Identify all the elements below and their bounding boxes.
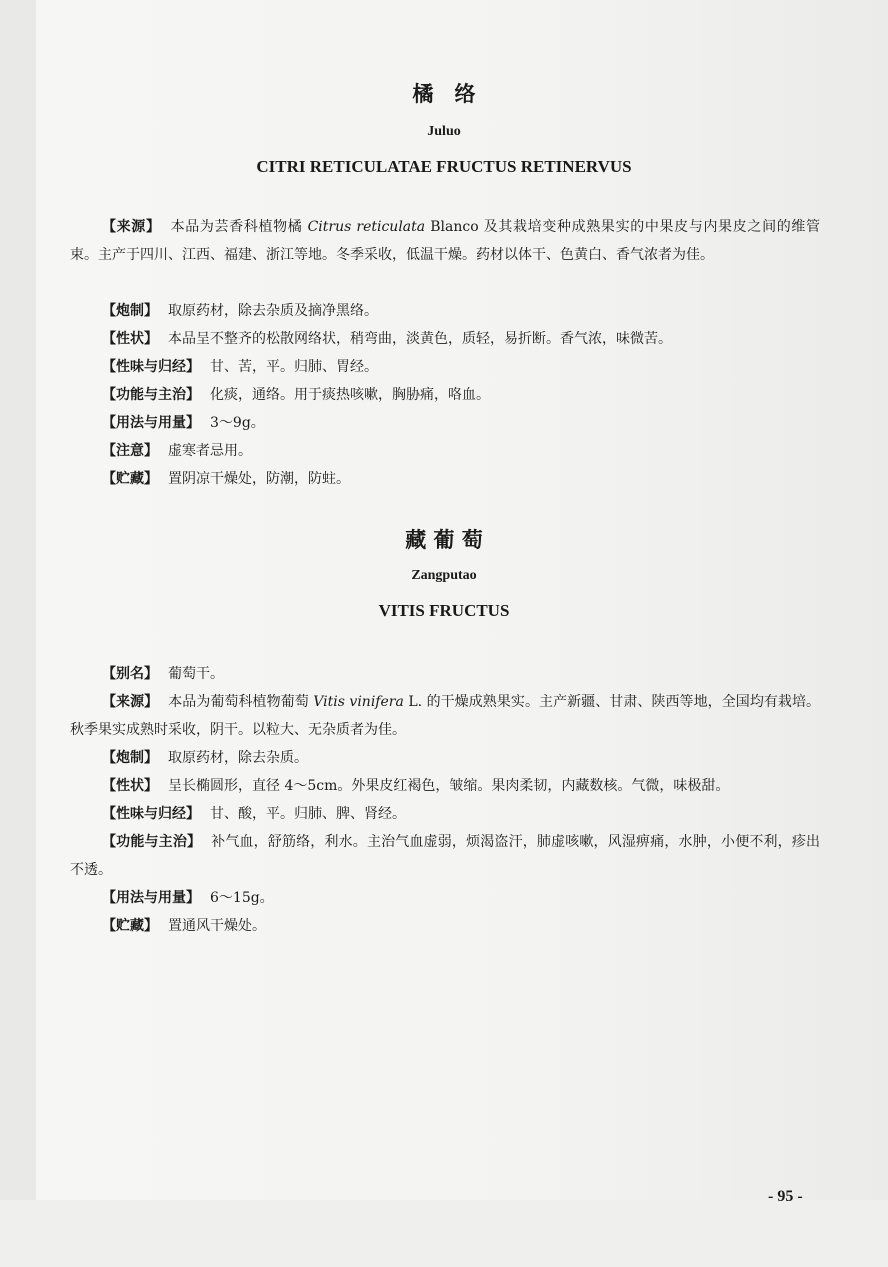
entry1-latin-name: CITRI RETICULATAE FRUCTUS RETINERVUS	[256, 157, 632, 176]
source-text: 本品为芸香科植物橘	[170, 219, 303, 235]
entry1-dosage	[70, 409, 820, 437]
entry2-character	[70, 772, 820, 800]
storage-text: 置阴凉干燥处，防潮，防蛀。	[168, 471, 350, 487]
entry1-storage	[70, 465, 820, 493]
function-text: 补气血，舒筋络，利水。主治气血虚弱，烦渴盗汗，肺虚咳嗽，风湿痹痛，水肿，小便不利，疹出不透。	[70, 834, 821, 878]
processing-text: 取原药材，除去杂质。	[168, 750, 308, 766]
nature-text: 甘、酸，平。归肺、脾、肾经。	[210, 806, 406, 822]
label-nature: 【性味与归经】	[102, 359, 200, 375]
caution-text: 虚寒者忌用。	[168, 443, 252, 459]
label-storage: 【贮藏】	[102, 918, 158, 934]
entry1-title-cn: 橘 络	[412, 82, 476, 106]
label-alias: 【别名】	[102, 666, 158, 682]
dosage-text: 3～9g。	[210, 415, 265, 431]
entry1-caution	[70, 437, 820, 465]
entry2-alias	[70, 660, 820, 688]
entry2-pinyin: Zangputao	[411, 568, 477, 583]
label-function: 【功能与主治】	[102, 834, 202, 850]
alias-text: 葡萄干。	[168, 666, 224, 682]
entry1-character	[70, 325, 820, 353]
entry1-pinyin: Juluo	[427, 124, 461, 139]
storage-text: 置通风干燥处。	[168, 918, 266, 934]
character-text: 呈长椭圆形，直径 4～5cm。外果皮红褐色，皱缩。果肉柔韧，内藏数核。气微，味极甜。	[168, 778, 730, 794]
nature-text: 甘、苦，平。归肺、胃经。	[210, 359, 378, 375]
label-character: 【性状】	[102, 778, 158, 794]
entry2-function	[70, 828, 820, 884]
entry2-title-cn: 藏 葡 萄	[405, 528, 483, 552]
label-source: 【来源】	[102, 219, 161, 235]
label-dosage: 【用法与用量】	[102, 890, 200, 906]
entry1-source	[70, 213, 820, 269]
source-text-cont: Blanco 及其栽培变种成熟果实的中果皮与内果皮之间的维管束。主产于四川、江西、福建、浙江等地。冬季采收，低温干燥。药材以体干、色黄白、香气浓者为佳。	[70, 219, 821, 263]
label-function: 【功能与主治】	[102, 387, 200, 403]
processing-text: 取原药材，除去杂质及摘净黑络。	[168, 303, 378, 319]
entry1-function	[70, 381, 820, 409]
page-sheet	[36, 0, 888, 1200]
label-nature: 【性味与归经】	[102, 806, 200, 822]
label-source: 【来源】	[102, 694, 159, 710]
entry2-processing	[70, 744, 820, 772]
label-storage: 【贮藏】	[102, 471, 158, 487]
species-name: Citrus reticulata	[307, 219, 426, 235]
page-number: - 95 -	[768, 1188, 803, 1205]
page-margin	[0, 1200, 888, 1267]
dosage-text: 6～15g。	[210, 890, 274, 906]
source-text: 本品为葡萄科植物葡萄	[168, 694, 309, 710]
entry1-processing	[70, 297, 820, 325]
label-caution: 【注意】	[102, 443, 158, 459]
entry1-nature	[70, 353, 820, 381]
entry2-storage	[70, 912, 820, 940]
species-name: Vitis vinifera	[313, 694, 404, 710]
label-processing: 【炮制】	[102, 750, 158, 766]
label-dosage: 【用法与用量】	[102, 415, 200, 431]
character-text: 本品呈不整齐的松散网络状，稍弯曲，淡黄色，质轻，易折断。香气浓，味微苦。	[168, 331, 672, 347]
source-text-cont: L. 的干燥成熟果实。主产新疆、甘肃、陕西等地，全国均有栽培。秋季果实成熟时采收，阴干。以粒大、无杂质者为佳。	[70, 694, 821, 738]
function-text: 化痰，通络。用于痰热咳嗽，胸胁痛，咯血。	[210, 387, 490, 403]
entry2-latin-name: VITIS FRUCTUS	[378, 601, 510, 620]
entry2-dosage	[70, 884, 820, 912]
entry2-nature	[70, 800, 820, 828]
label-processing: 【炮制】	[102, 303, 158, 319]
entry2-source	[70, 688, 820, 744]
label-character: 【性状】	[102, 331, 158, 347]
